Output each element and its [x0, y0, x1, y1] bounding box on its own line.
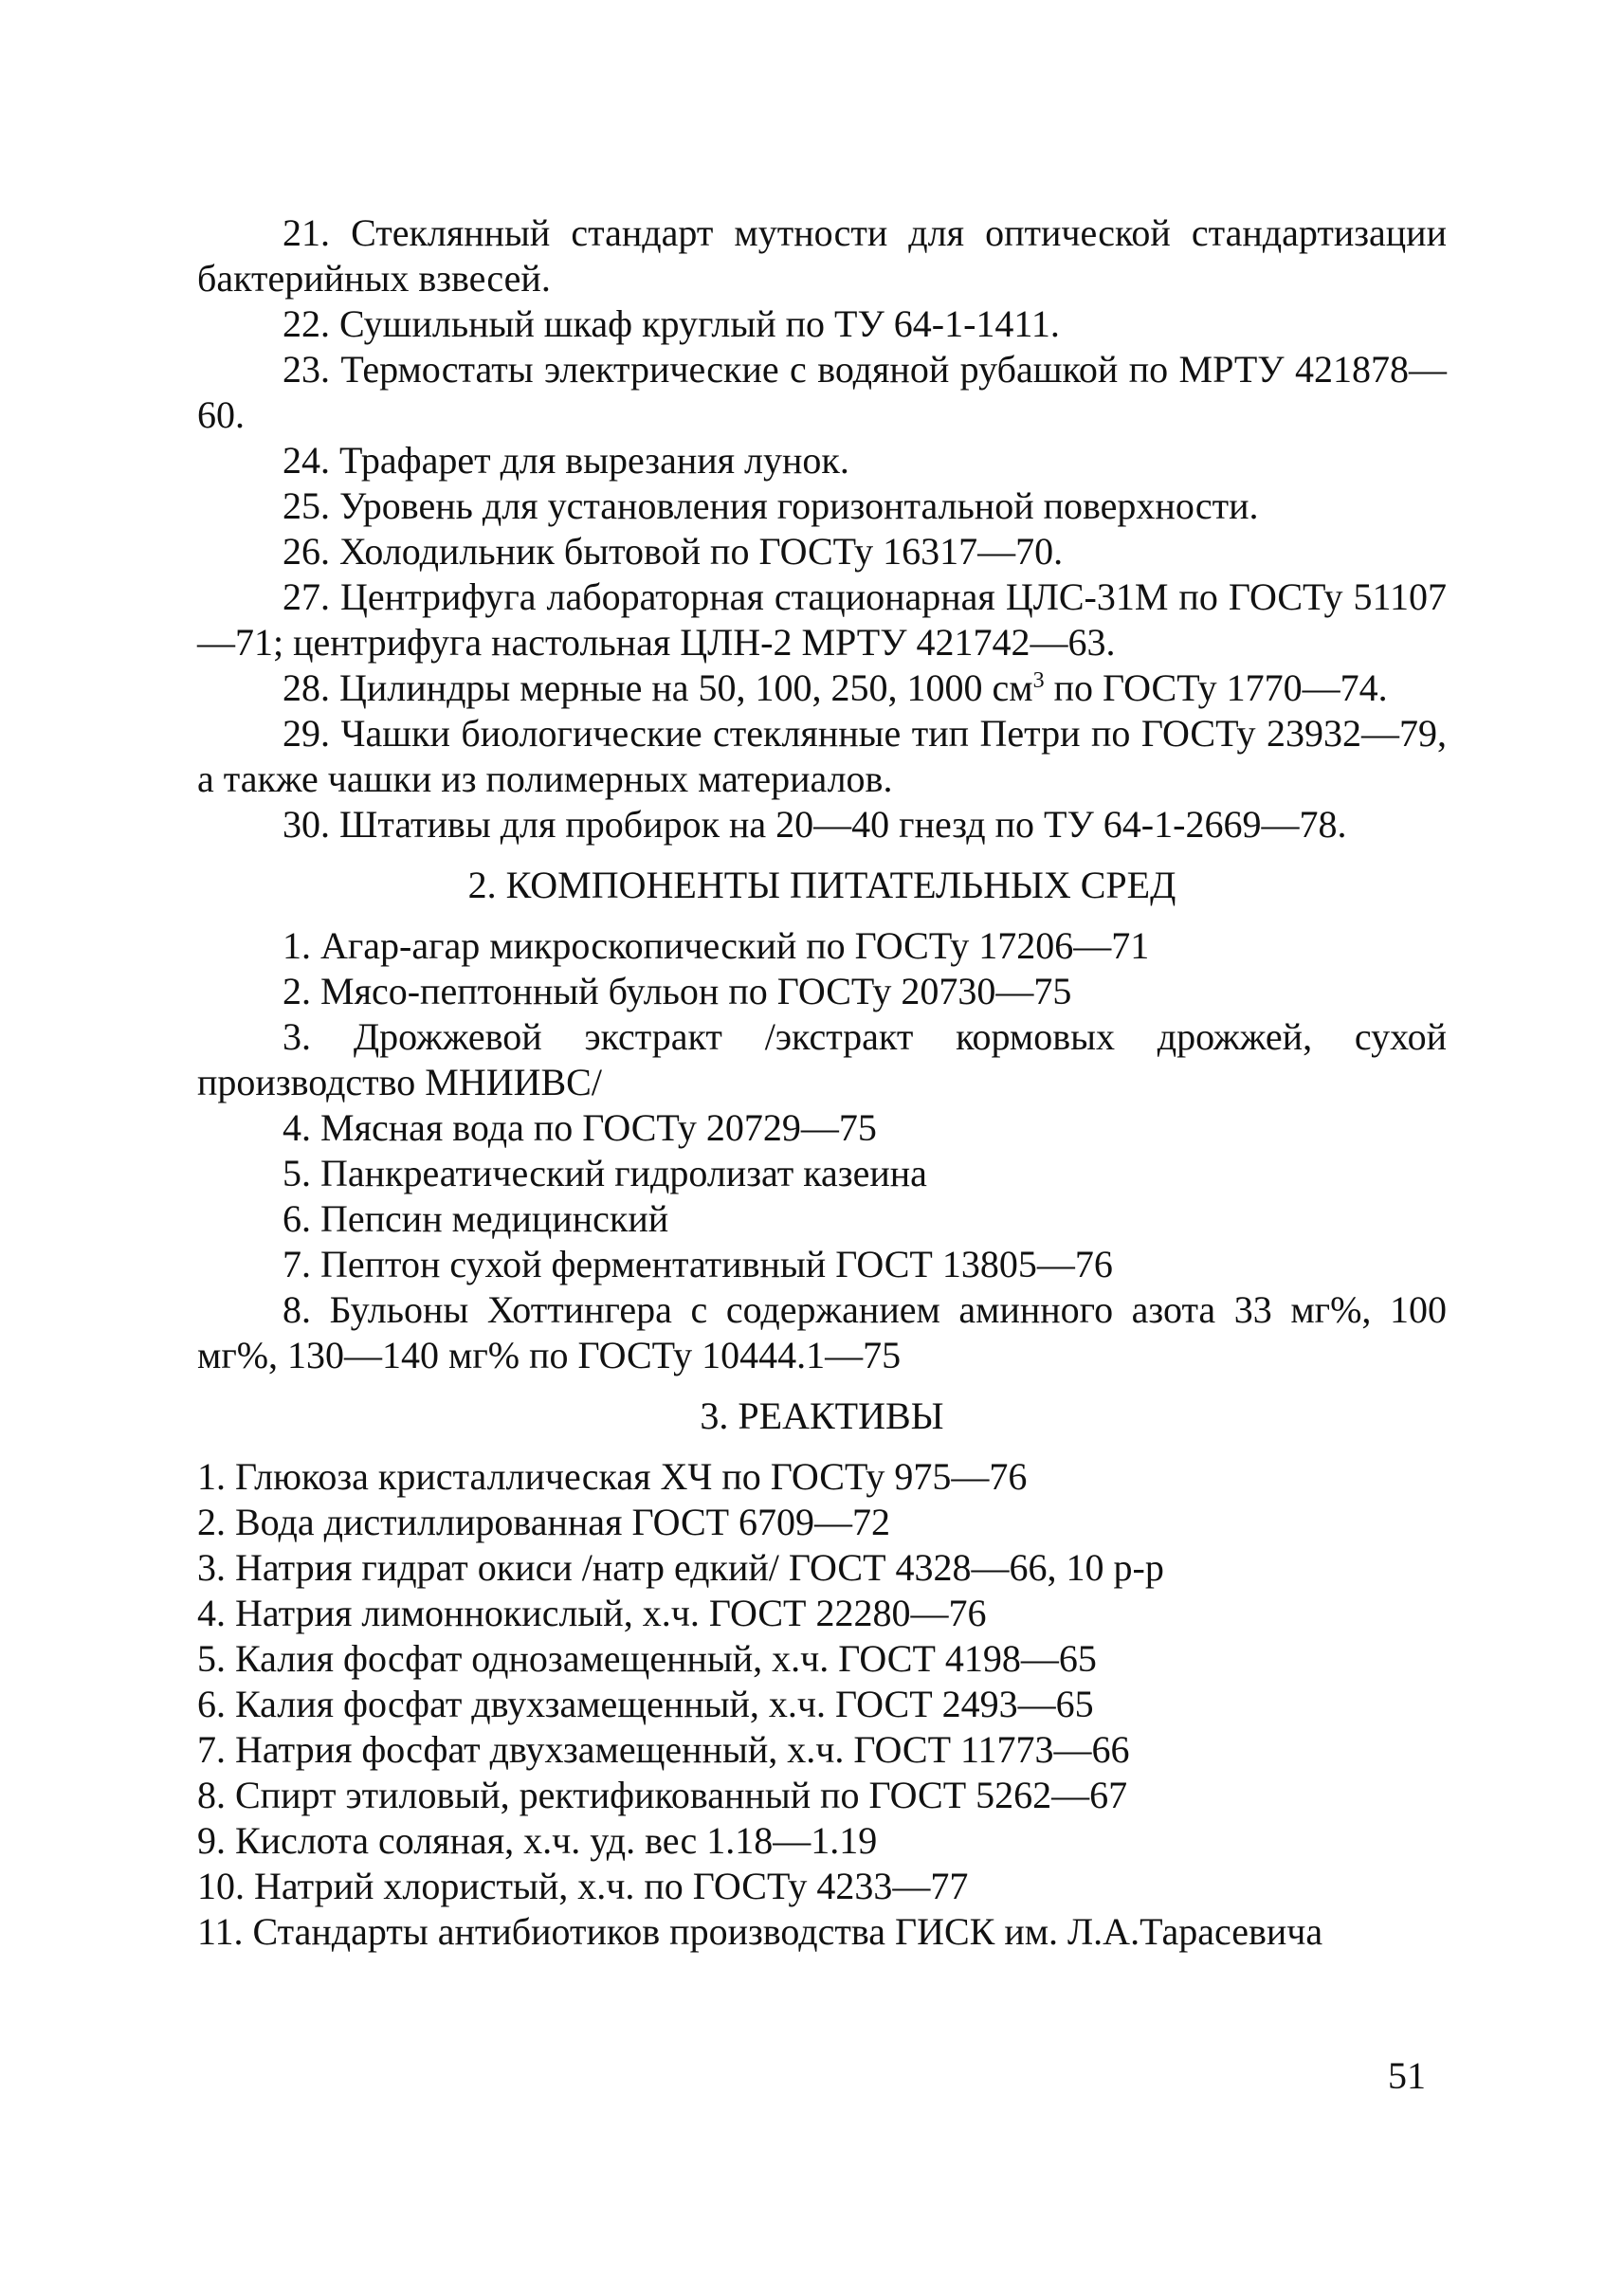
- list-item: 2. Вода дистиллированная ГОСТ 6709—72: [197, 1501, 891, 1543]
- list-item: 22. Сушильный шкаф круглый по ТУ 64-1-1411.: [283, 302, 1060, 345]
- list-item: 9. Кислота соляная, х.ч. уд. вес 1.18—1.19: [197, 1819, 878, 1862]
- list-item: [197, 665, 1447, 711]
- list-item: 5. Панкреатический гидролизат казеина: [283, 1152, 927, 1194]
- superscript: 3: [1032, 668, 1045, 693]
- list-item: 2. Мясо-пептонный бульон по ГОСТу 20730—75: [283, 970, 1072, 1012]
- list-item: 4. Мясная вода по ГОСТу 20729—75: [283, 1106, 877, 1149]
- equipment-list: [197, 210, 1447, 847]
- list-item: 6. Пепсин медицинский: [283, 1197, 669, 1240]
- list-item: 3. Натрия гидрат окиси /натр едкий/ ГОСТ 4328—66, 10 р-р: [197, 1546, 1164, 1589]
- list-item: 6. Калия фосфат двухзамещенный, х.ч. ГОСТ 2493—65: [197, 1683, 1094, 1725]
- list-item: 1. Глюкоза кристаллическая ХЧ по ГОСТу 975—76: [197, 1455, 1028, 1498]
- list-item: 8. Бульоны Хоттингера с содержанием аминного азота 33 мг%, 100 мг%, 130—140 мг% по ГОСТу 10444.1—75: [197, 1288, 1447, 1376]
- media-components-list: [197, 923, 1447, 1378]
- reagents-list: [197, 1454, 1447, 1955]
- list-item: 4. Натрия лимоннокислый, х.ч. ГОСТ 22280—76: [197, 1592, 987, 1634]
- list-item: 8. Спирт этиловый, ректификованный по ГОСТ 5262—67: [197, 1774, 1128, 1816]
- list-item: 24. Трафарет для вырезания лунок.: [283, 439, 849, 482]
- list-item: 7. Пептон сухой ферментативный ГОСТ 13805—76: [283, 1243, 1113, 1285]
- list-item: 26. Холодильник бытовой по ГОСТу 16317—70.: [283, 530, 1064, 573]
- page-content: [197, 210, 1447, 1955]
- list-item: 27. Центрифуга лабораторная стационарная ЦЛС-31М по ГОСТу 51107—71; центрифуга настольная ЦЛН-2 МРТУ 421742—63.: [197, 575, 1447, 664]
- list-item: 5. Калия фосфат однозамещенный, х.ч. ГОСТ 4198—65: [197, 1637, 1097, 1680]
- list-item: 1. Агар-агар микроскопический по ГОСТу 17206—71: [283, 924, 1150, 967]
- list-item: 30. Штативы для пробирок на 20—40 гнезд по ТУ 64-1-2669—78.: [283, 803, 1347, 846]
- list-item: 23. Термостаты электрические с водяной рубашкой по МРТУ 421878—60.: [197, 348, 1447, 436]
- list-item: 10. Натрий хлористый, х.ч. по ГОСТу 4233—77: [197, 1865, 969, 1907]
- list-item: 7. Натрия фосфат двухзамещенный, х.ч. ГОСТ 11773—66: [197, 1728, 1130, 1771]
- item-text: по ГОСТу 1770—74.: [1044, 666, 1388, 709]
- list-item: 11. Стандарты антибиотиков производства ГИСК им. Л.А.Тарасевича: [197, 1910, 1323, 1953]
- list-item: 21. Стеклянный стандарт мутности для оптической стандартизации бактерийных взвесей.: [197, 211, 1447, 300]
- section-heading: 3. РЕАКТИВЫ: [700, 1394, 944, 1437]
- list-item: 25. Уровень для установления горизонтальной поверхности.: [283, 484, 1259, 527]
- list-item: 29. Чашки биологические стеклянные тип Петри по ГОСТу 23932—79, а также чашки из полимерных материалов.: [197, 712, 1447, 800]
- section-heading: 2. КОМПОНЕНТЫ ПИТАТЕЛЬНЫХ СРЕД: [467, 864, 1176, 906]
- page-number: 51: [1388, 2054, 1426, 2097]
- item-text: 28. Цилиндры мерные на 50, 100, 250, 1000 см: [283, 666, 1033, 709]
- list-item: 3. Дрожжевой экстракт /экстракт кормовых дрожжей, сухой производство МНИИВС/: [197, 1015, 1447, 1103]
